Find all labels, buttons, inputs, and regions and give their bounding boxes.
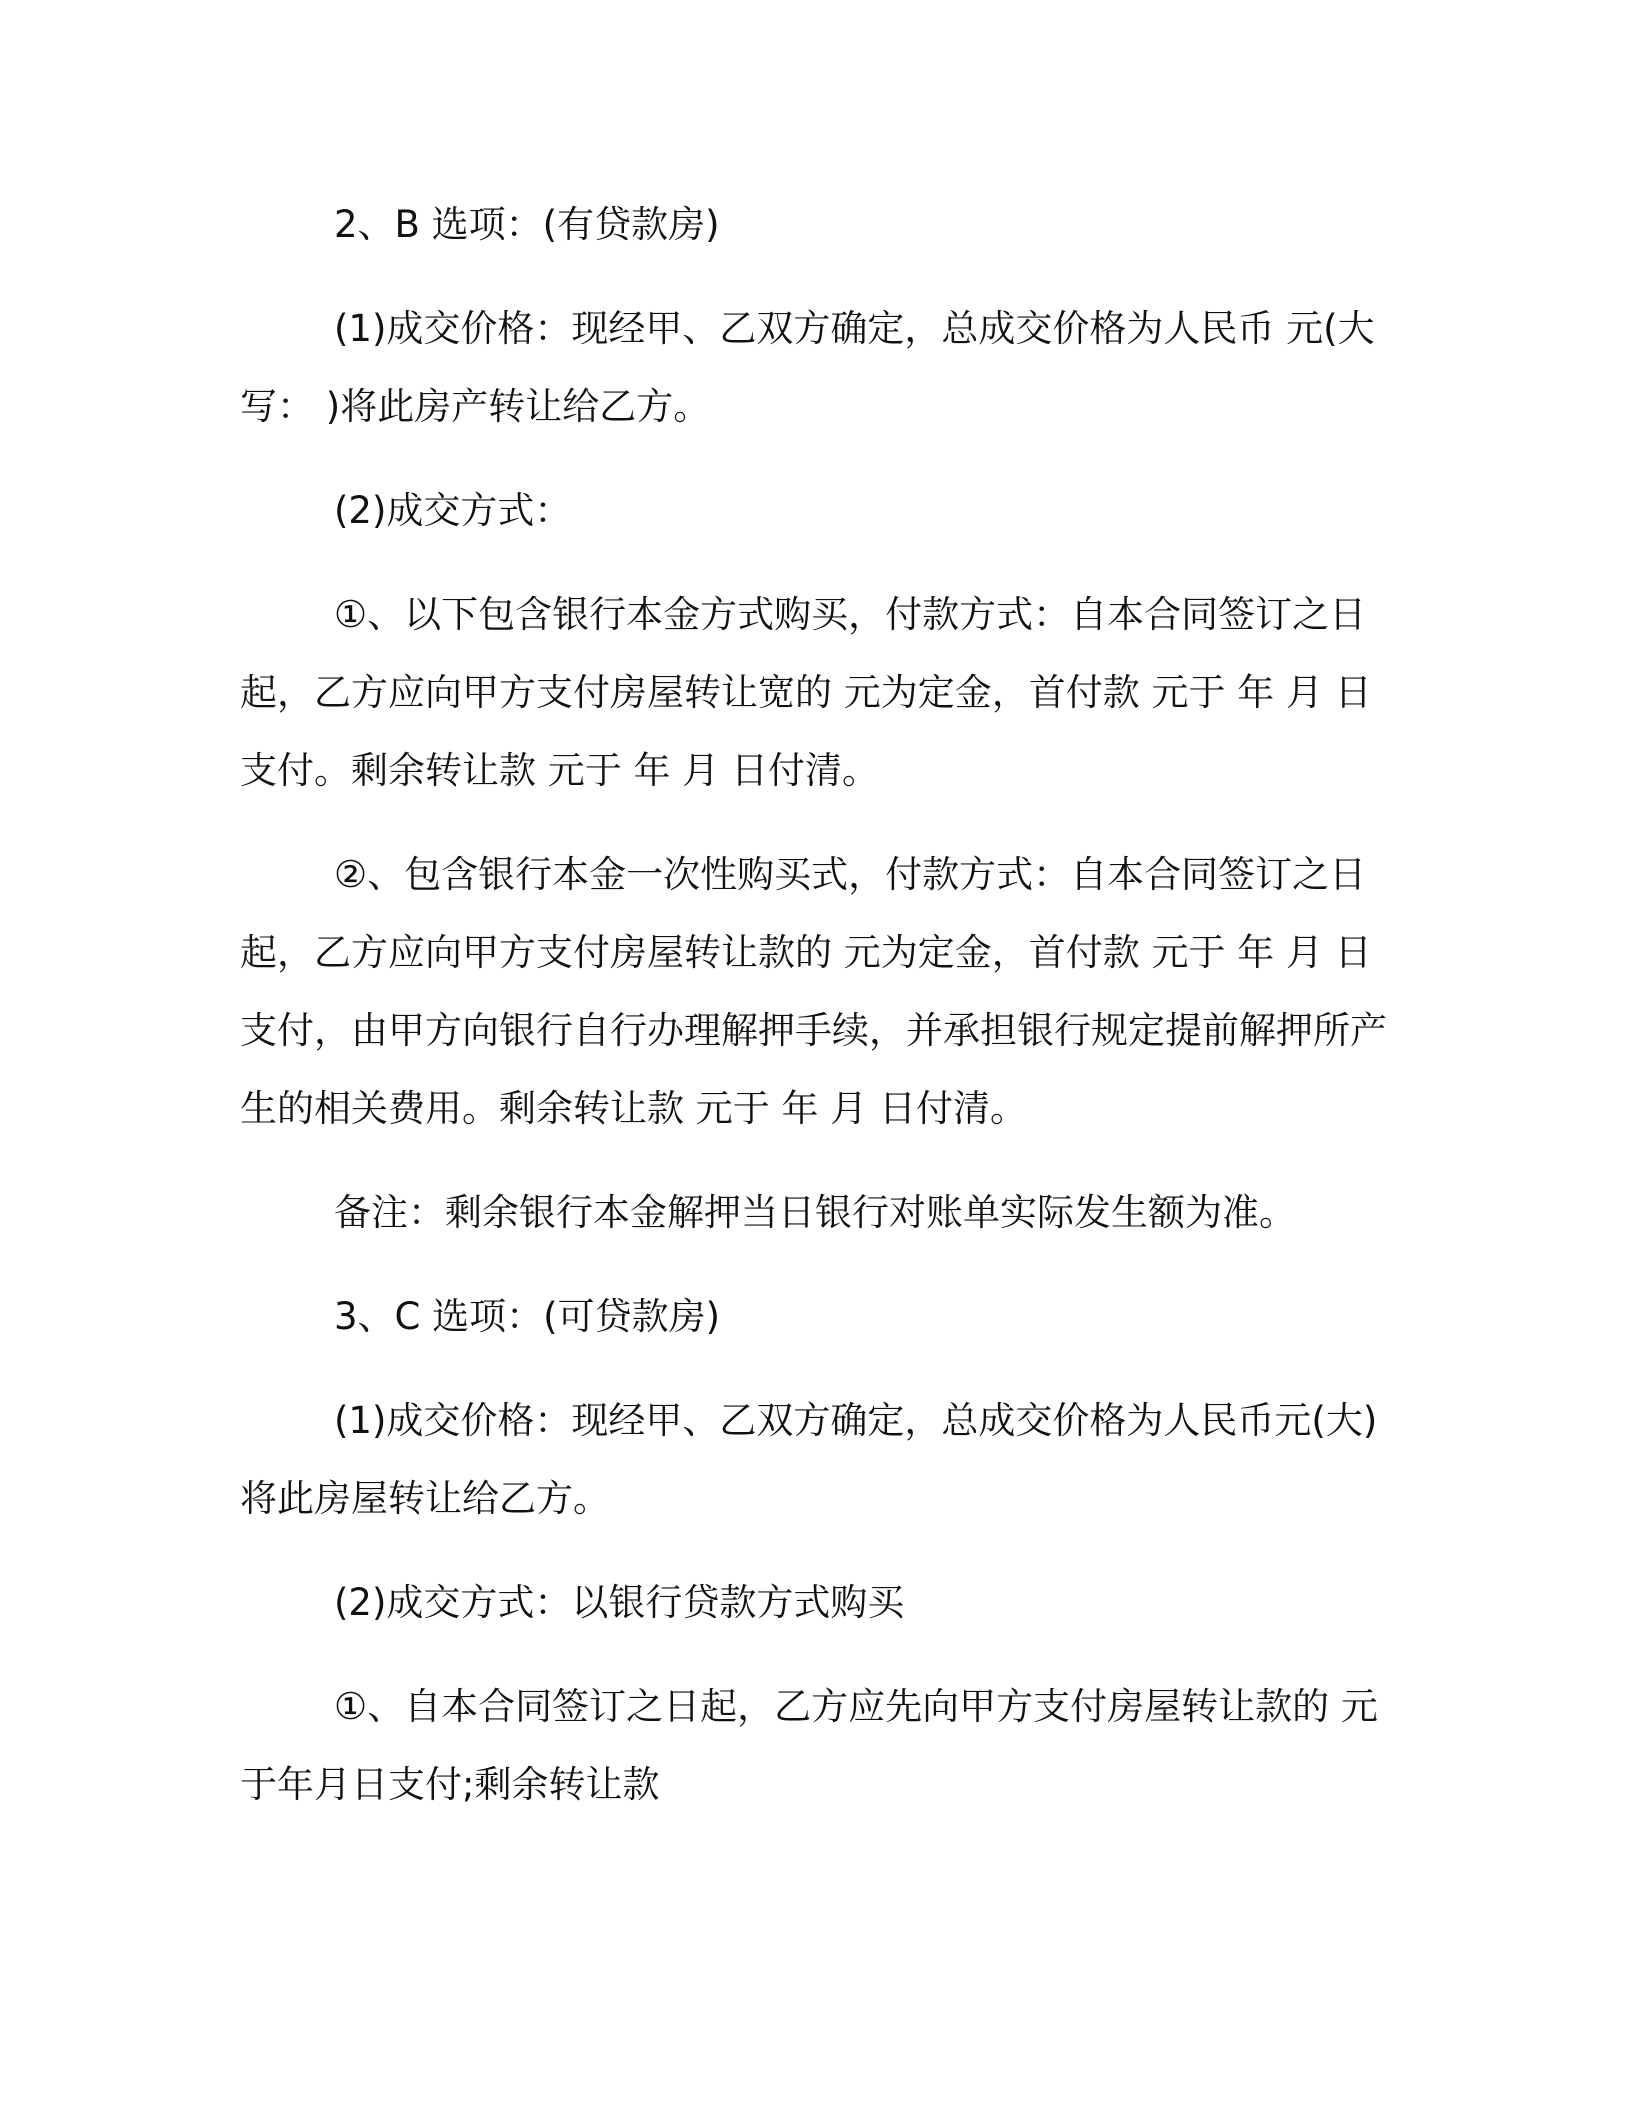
section-b-method-heading: (2)成交方式： (334, 489, 572, 532)
section-c-price-clause: (1)成交价格：现经甲、乙双方确定，总成交价格为人民币元(大)将此房屋转让给乙方。 (240, 1399, 1378, 1520)
section-b-heading: 2、B 选项：(有贷款房) (334, 203, 720, 246)
section-c-method-option-1: ①、自本合同签订之日起，乙方应先向甲方支付房屋转让款的 元于年月日支付;剩余转让款 (240, 1685, 1378, 1806)
section-c-heading: 3、C 选项：(可贷款房) (334, 1295, 721, 1338)
section-b-method-option-1: ①、以下包含银行本金方式购买，付款方式：自本合同签订之日起，乙方应向甲方支付房屋转让宽的 元为定金，首付款 元于 年 月 日支付。剩余转让款 元于 年 月 日付清。 (240, 593, 1372, 792)
section-b-remark: 备注：剩余银行本金解押当日银行对账单实际发生额为准。 (334, 1191, 1296, 1234)
section-b-price-clause: (1)成交价格：现经甲、乙双方确定，总成交价格为人民币 元(大写： )将此房产转让给乙方。 (240, 307, 1375, 428)
section-b-method-option-2: ②、包含银行本金一次性购买式，付款方式：自本合同签订之日起，乙方应向甲方支付房屋转让款的 元为定金，首付款 元于 年 月 日支付，由甲方向银行自行办理解押手续，并承担银行规定提前解押所产生的相关费用。剩余转让款 元于 年 月 日付清。 (240, 853, 1387, 1130)
section-c-method-heading: (2)成交方式：以银行贷款方式购买 (334, 1581, 905, 1624)
document-body (240, 186, 1388, 1850)
